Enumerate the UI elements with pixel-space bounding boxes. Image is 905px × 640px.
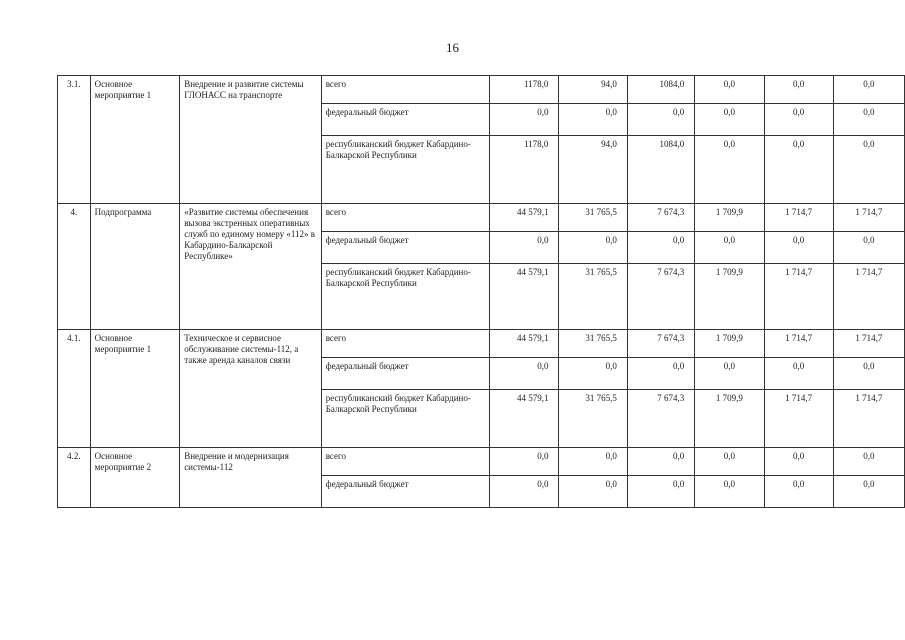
amount-cell: 0,0 bbox=[764, 76, 833, 104]
amount-cell: 1084,0 bbox=[627, 76, 694, 104]
funding-source: республиканский бюджет Кабардино-Балкарской Республики bbox=[321, 136, 489, 204]
amount-cell: 1 709,9 bbox=[695, 390, 764, 448]
amount-cell: 0,0 bbox=[559, 232, 627, 264]
table-row bbox=[58, 204, 905, 232]
amount-cell: 0,0 bbox=[490, 104, 559, 136]
amount-cell: 0,0 bbox=[764, 136, 833, 204]
row-status: Основное мероприятие 2 bbox=[90, 448, 180, 508]
amount-cell: 0,0 bbox=[695, 358, 764, 390]
row-number: 4.1. bbox=[58, 330, 91, 448]
row-title: Техническое и сервисное обслуживание системы-112, а также аренда каналов связи bbox=[180, 330, 322, 448]
amount-cell: 0,0 bbox=[833, 104, 904, 136]
table-row bbox=[58, 330, 905, 358]
funding-source: федеральный бюджет bbox=[321, 232, 489, 264]
amount-cell: 0,0 bbox=[627, 448, 694, 476]
amount-cell: 7 674,3 bbox=[627, 264, 694, 330]
funding-source: республиканский бюджет Кабардино-Балкарской Республики bbox=[321, 390, 489, 448]
amount-cell: 0,0 bbox=[627, 232, 694, 264]
amount-cell: 44 579,1 bbox=[490, 264, 559, 330]
amount-cell: 44 579,1 bbox=[490, 204, 559, 232]
amount-cell: 44 579,1 bbox=[490, 390, 559, 448]
amount-cell: 1178,0 bbox=[490, 76, 559, 104]
amount-cell: 1 714,7 bbox=[764, 330, 833, 358]
table-row bbox=[58, 448, 905, 476]
amount-cell: 7 674,3 bbox=[627, 330, 694, 358]
funding-source: федеральный бюджет bbox=[321, 476, 489, 508]
amount-cell: 0,0 bbox=[695, 448, 764, 476]
amount-cell: 31 765,5 bbox=[559, 330, 627, 358]
amount-cell: 0,0 bbox=[559, 358, 627, 390]
funding-source: всего bbox=[321, 76, 489, 104]
amount-cell: 1 709,9 bbox=[695, 264, 764, 330]
amount-cell: 0,0 bbox=[833, 136, 904, 204]
row-title: Внедрение и развитие системы ГЛОНАСС на транспорте bbox=[180, 76, 322, 204]
amount-cell: 1 709,9 bbox=[695, 330, 764, 358]
amount-cell: 0,0 bbox=[695, 104, 764, 136]
amount-cell: 0,0 bbox=[833, 76, 904, 104]
amount-cell: 1 714,7 bbox=[764, 264, 833, 330]
amount-cell: 0,0 bbox=[490, 232, 559, 264]
row-title: «Развитие системы обеспечения вызова экстренных оперативных служб по единому номеру «112» в Кабардино-Балкарской Республике» bbox=[180, 204, 322, 330]
funding-source: федеральный бюджет bbox=[321, 104, 489, 136]
amount-cell: 1 714,7 bbox=[833, 390, 904, 448]
amount-cell: 31 765,5 bbox=[559, 390, 627, 448]
amount-cell: 7 674,3 bbox=[627, 204, 694, 232]
funding-source: всего bbox=[321, 330, 489, 358]
amount-cell: 1 709,9 bbox=[695, 204, 764, 232]
page-number: 16 bbox=[446, 40, 459, 55]
amount-cell: 0,0 bbox=[695, 232, 764, 264]
amount-cell: 1 714,7 bbox=[764, 390, 833, 448]
amount-cell: 7 674,3 bbox=[627, 390, 694, 448]
amount-cell: 0,0 bbox=[764, 358, 833, 390]
amount-cell: 0,0 bbox=[695, 476, 764, 508]
row-status: Основное мероприятие 1 bbox=[90, 330, 180, 448]
amount-cell: 31 765,5 bbox=[559, 204, 627, 232]
amount-cell: 0,0 bbox=[833, 232, 904, 264]
funding-source: федеральный бюджет bbox=[321, 358, 489, 390]
amount-cell: 0,0 bbox=[490, 448, 559, 476]
row-number: 4.2. bbox=[58, 448, 91, 508]
row-title: Внедрение и модернизация системы-112 bbox=[180, 448, 322, 508]
funding-source: республиканский бюджет Кабардино-Балкарской Республики bbox=[321, 264, 489, 330]
funding-source: всего bbox=[321, 204, 489, 232]
amount-cell: 0,0 bbox=[764, 104, 833, 136]
row-number: 4. bbox=[58, 204, 91, 330]
budget-table bbox=[57, 75, 905, 508]
amount-cell: 31 765,5 bbox=[559, 264, 627, 330]
amount-cell: 1178,0 bbox=[490, 136, 559, 204]
amount-cell: 44 579,1 bbox=[490, 330, 559, 358]
amount-cell: 0,0 bbox=[559, 476, 627, 508]
row-status: Подпрограмма bbox=[90, 204, 180, 330]
amount-cell: 1 714,7 bbox=[833, 330, 904, 358]
amount-cell: 0,0 bbox=[764, 476, 833, 508]
amount-cell: 0,0 bbox=[490, 476, 559, 508]
amount-cell: 0,0 bbox=[833, 358, 904, 390]
amount-cell: 1084,0 bbox=[627, 136, 694, 204]
amount-cell: 0,0 bbox=[490, 358, 559, 390]
funding-source: всего bbox=[321, 448, 489, 476]
amount-cell: 0,0 bbox=[559, 448, 627, 476]
amount-cell: 0,0 bbox=[833, 476, 904, 508]
amount-cell: 1 714,7 bbox=[833, 204, 904, 232]
amount-cell: 0,0 bbox=[764, 232, 833, 264]
amount-cell: 0,0 bbox=[695, 76, 764, 104]
amount-cell: 0,0 bbox=[833, 448, 904, 476]
amount-cell: 0,0 bbox=[559, 104, 627, 136]
amount-cell: 0,0 bbox=[627, 104, 694, 136]
amount-cell: 94,0 bbox=[559, 76, 627, 104]
amount-cell: 0,0 bbox=[627, 476, 694, 508]
amount-cell: 1 714,7 bbox=[833, 264, 904, 330]
row-number: 3.1. bbox=[58, 76, 91, 204]
amount-cell: 0,0 bbox=[764, 448, 833, 476]
amount-cell: 0,0 bbox=[695, 136, 764, 204]
amount-cell: 94,0 bbox=[559, 136, 627, 204]
amount-cell: 0,0 bbox=[627, 358, 694, 390]
table-row bbox=[58, 76, 905, 104]
table-body bbox=[58, 76, 905, 508]
amount-cell: 1 714,7 bbox=[764, 204, 833, 232]
row-status: Основное мероприятие 1 bbox=[90, 76, 180, 204]
